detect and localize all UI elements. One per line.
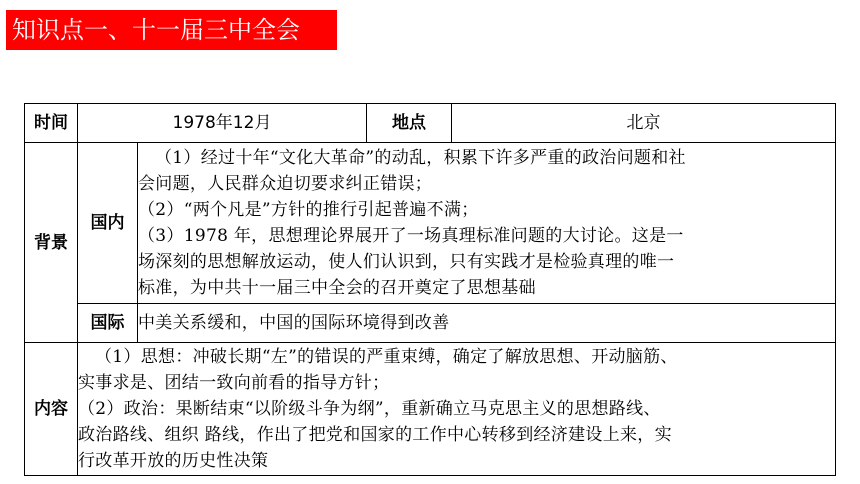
- domestic-line: （3）1978 年，思想理论界展开了一场真理标准问题的大讨论。这是一: [138, 226, 684, 246]
- content-line: （2）政治：果断结束“以阶级斗争为纲”，重新确立马克思主义的思想路线、: [78, 399, 661, 419]
- time-value: 1978年12月: [78, 104, 367, 143]
- time-label: 时间: [25, 104, 78, 143]
- table-row-content: [25, 343, 836, 476]
- domestic-line: 标准，为中共十一届三中全会的召开奠定了思想基础: [138, 278, 536, 298]
- domestic-line: 会问题，人民群众迫切要求纠正错误；: [138, 174, 433, 194]
- international-text: 中美关系缓和，中国的国际环境得到改善: [138, 304, 836, 343]
- domestic-label: 国内: [78, 143, 138, 304]
- international-label: 国际: [78, 304, 138, 343]
- content-line: 行改革开放的历史性决策: [78, 451, 269, 471]
- domestic-line: （1）经过十年“文化大革命”的动乱，积累下许多严重的政治问题和社: [155, 148, 686, 168]
- table-row-domestic: [25, 143, 836, 304]
- background-label: 背景: [25, 143, 78, 343]
- domestic-line: （2）“两个凡是”方针的推行引起普遍不满；: [138, 200, 479, 220]
- domestic-text: [138, 143, 836, 304]
- content-line: 政治路线、组织 路线，作出了把党和国家的工作中心转移到经济建设上来，实: [78, 425, 672, 445]
- place-value: 北京: [452, 104, 836, 143]
- content-line: 实事求是、团结一致向前看的指导方针；: [78, 373, 390, 393]
- section-title-banner: 知识点一、十一届三中全会: [6, 10, 337, 50]
- content-label: 内容: [25, 343, 78, 476]
- domestic-line: 场深刻的思想解放运动，使人们认识到，只有实践才是检验真理的唯一: [138, 252, 675, 272]
- content-text: [78, 343, 836, 476]
- knowledge-table: [24, 103, 836, 476]
- table-row-time: [25, 104, 836, 143]
- content-line: （1）思想：冲破长期“左”的错误的严重束缚，确定了解放思想、开动脑筋、: [95, 347, 678, 367]
- table-row-international: [25, 304, 836, 343]
- place-label: 地点: [367, 104, 452, 143]
